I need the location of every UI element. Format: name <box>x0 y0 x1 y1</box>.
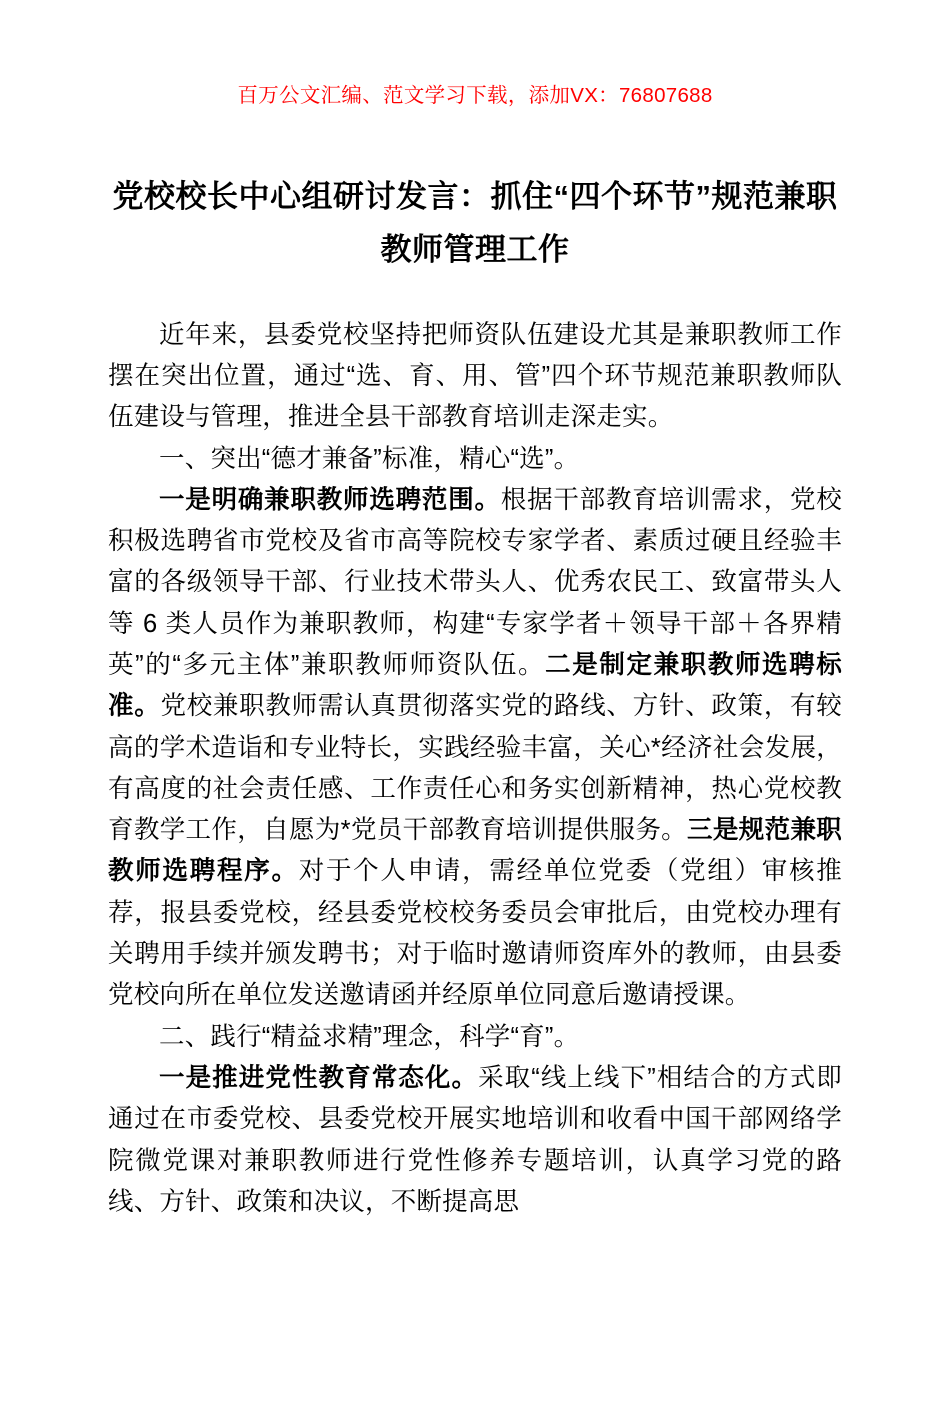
text-run: 党校兼职教师需认真贯彻落实党的路线、方针、政策，有较高的学术造诣和专业特长，实践经验丰富，关心*经济社会发展，有高度的社会责任感、工作责任心和务实创新精神，热心党校教育教学工作，自愿为*党员干部教育培训提供服务。 <box>108 692 842 845</box>
page-title: 党校校长中心组研讨发言：抓住“四个环节”规范兼职教师管理工作 <box>112 179 838 268</box>
bold-run: 一是推进党性教育常态化。 <box>159 1063 479 1092</box>
paragraph <box>108 315 842 439</box>
watermark-banner: 百万公文汇编、范文学习下载，添加VX：76807688 <box>237 84 713 107</box>
document-body <box>108 315 842 1224</box>
document-page <box>0 78 950 1422</box>
text-run: 根据干部教育培训需求，党校积极选聘省市党校及省市高等院校专家学者、素质过硬且经验丰富的各级领导干部、行业技术带头人、优秀农民工、致富带头人等 6 类人员作为兼职教师，构建“专家学者＋领导干部＋各界精英”的“多元主体”兼职教师师资队伍。 <box>108 485 842 679</box>
paragraph <box>108 1058 842 1223</box>
bold-run: 二是制定兼职教师选聘标准。 <box>108 651 842 721</box>
paragraph <box>108 439 842 480</box>
bold-run: 一是明确兼职教师选聘范围。 <box>159 485 501 514</box>
text-run: 一、突出“德才兼备”标准，精心“选”。 <box>159 444 580 473</box>
bold-run: 三是规范兼职教师选聘程序。 <box>108 816 842 886</box>
text-run: 采取“线上线下”相结合的方式即通过在市委党校、县委党校开展实地培训和收看中国干部网络学院微党课对兼职教师进行党性修养专题培训，认真学习党的路线、方针、政策和决议，不断提高思 <box>108 1063 843 1216</box>
text-run: 二、践行“精益求精”理念，科学“育”。 <box>159 1022 580 1051</box>
paragraph <box>108 480 842 1017</box>
text-run: 对于个人申请，需经单位党委（党组）审核推荐，报县委党校，经县委党校校务委员会审批后，由党校办理有关聘用手续并颁发聘书；对于临时邀请师资库外的教师，由县委党校向所在单位发送邀请函并经原单位同意后邀请授课。 <box>108 857 842 1010</box>
paragraph <box>108 1017 842 1058</box>
text-run: 近年来，县委党校坚持把师资队伍建设尤其是兼职教师工作摆在突出位置，通过“选、育、用、管”四个环节规范兼职教师队伍建设与管理，推进全县干部教育培训走深走实。 <box>108 320 842 432</box>
